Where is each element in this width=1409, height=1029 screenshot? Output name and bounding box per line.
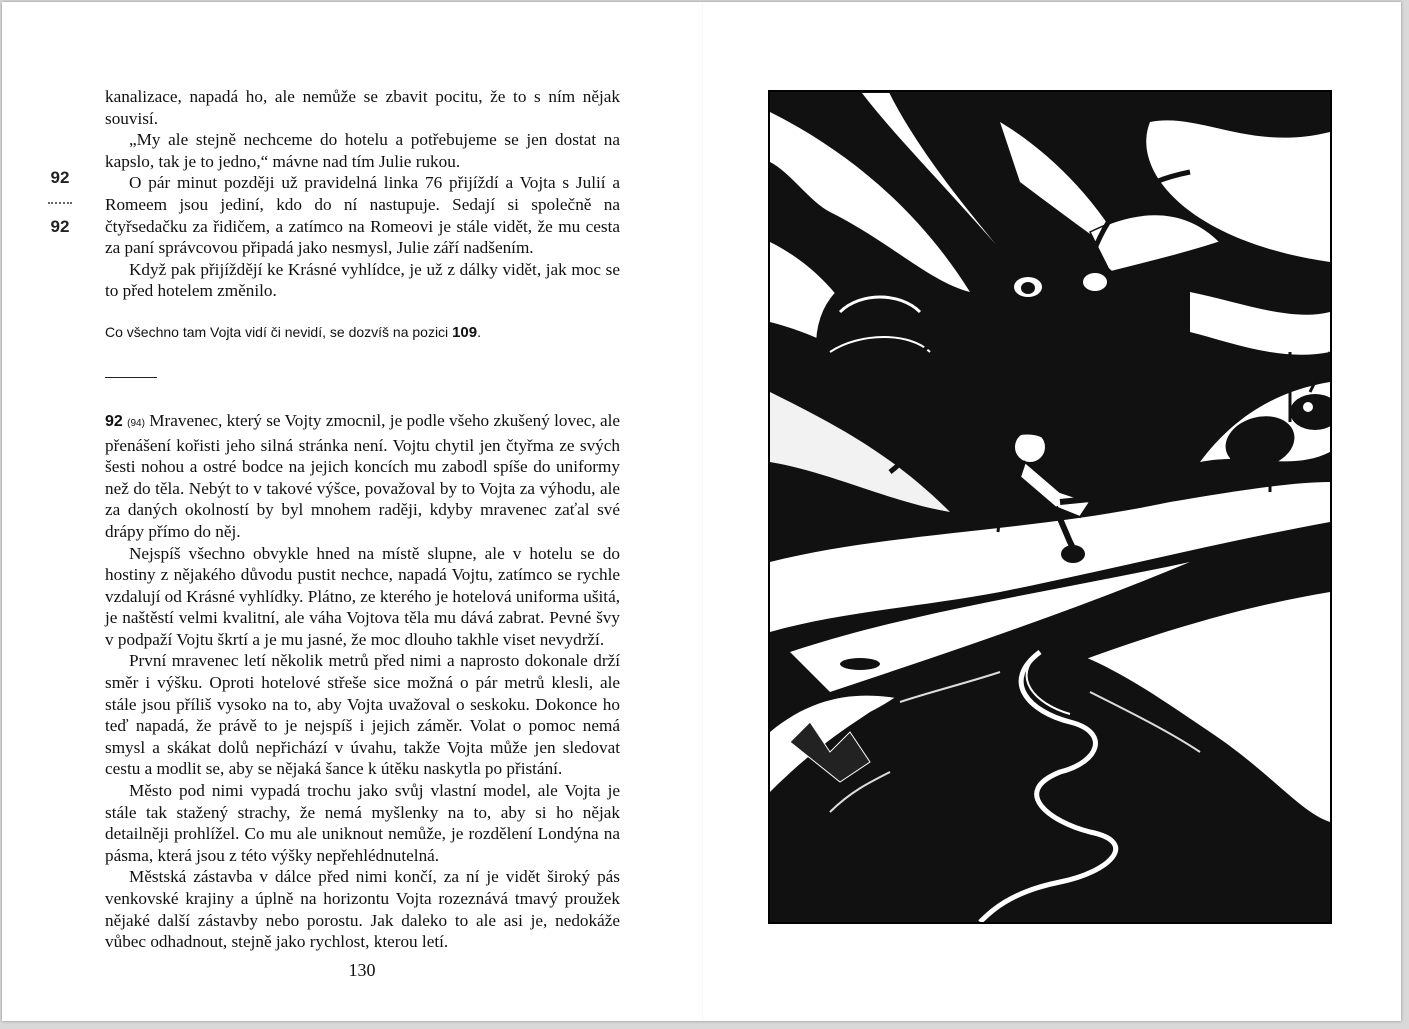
section-reference: (94): [127, 417, 145, 429]
paragraph-continuation: kanalizace, napadá ho, ale nemůže se zbavit pocitu, že to s ním nějak souvisí.: [105, 87, 620, 128]
choice-instruction: [105, 322, 620, 343]
choice-text: Co všechno tam Vojta vidí či nevidí, se dozvíš na pozici: [105, 323, 449, 340]
illustration-drawing: [770, 92, 1330, 922]
margin-dotted-separator: [48, 202, 72, 204]
paragraph: Městská zástavba v dálce před nimi končí, za ní je vidět široký pás venkovské krajiny a úplně na horizontu Vojta rozeznává tmavý proužek nějaké další zástavby nebo porostu. Jak daleko to ale asi je, nedokáže vůbec odhadnout, stejně jako rychlost, kterou letí.: [105, 867, 620, 952]
section-number: 92: [105, 412, 123, 430]
paragraph: Nejspíš všechno obvykle hned na místě slupne, ale v hotelu se do hostiny z nějakého důvodu pustit nechce, napadá Vojtu, zatímco se rychle vzdalují od Krásné vyhlídky. Plátno, ze kterého je hotelová uniforma ušitá, je naštěstí velmi kvalitní, ale váha Vojtova těla mu dává zabrat. Pevné švy v podpaží Vojtu škrtí a je mu jasné, že moc dlouho takhle viset nevydrží.: [105, 543, 620, 649]
margin-section-number-bottom: 92: [50, 217, 70, 236]
page-number: 130: [348, 960, 376, 980]
choice-target-link[interactable]: 109: [452, 323, 478, 341]
book-spread: [2, 2, 1401, 1021]
paragraph: O pár minut později už pravidelná linka 76 přijíždí a Vojta s Julií a Romeem jsou jediní, kdo do ní nastupuje. Sedají si společně na čtyřsedačku za řidičem, a zatímco na Romeovi je stále vidět, že mu cesta za paní správcovou připadá jako nesmysl, Julie září nadšením.: [105, 173, 620, 258]
paragraph: Město pod nimi vypadá trochu jako svůj vlastní model, ale Vojta je stále tak stažený strachy, že nemá myšlenky na to, aby si ho nějak detailněji prohlížel. Co mu ale uniknout nemůže, je rozdělení Londýna na pásma, která jsou z této výšky nepřehlédnutelná.: [105, 781, 620, 865]
section-divider-rule: [105, 377, 157, 378]
section-first-paragraph: [105, 410, 620, 543]
section-paragraph-text: Mravenec, který se Vojty zmocnil, je podle všeho zkušený lovec, ale přenášení kořisti jeho silná stránka není. Vojtu chytil jen čtyřma ze svých šesti nohou a ostré bodce na jejich koncích mu zabodl spíše do uniformy než do těla. Nebýt to v takové výšce, považoval by to Vojta za výhodu, ale za daných okolností by byl mnohem raději, kdyby mravenec zaťal své drápy přímo do něj.: [105, 410, 620, 541]
text-column: [105, 86, 620, 953]
book-gutter: [702, 2, 703, 1021]
ink-illustration-flying-ants: [768, 90, 1332, 924]
left-page: [2, 2, 702, 1021]
margin-section-number-top: 92: [50, 168, 70, 187]
paragraph: „My ale stejně nechceme do hotelu a potřebujeme se jen dostat na kapslo, tak je to jedno,“ mávne nad tím Julie rukou.: [105, 130, 620, 171]
paragraph: První mravenec letí několik metrů před nimi a naprosto dokonale drží směr i výšku. Oproti hotelové střeše sice možná o pár metrů klesli, ale stále jsou příliš vysoko na to, aby Vojta uvažoval o seskoku. Dokonce ho teď napadá, že právě to je nejspíš i jejich záměr. Volat o pomoc nemá smysl a skákat dolů nepřichází v úvahu, takže Vojta může jen sledovat cestu a modlit se, aby se nějaká šance k útěku naskytla po přistání.: [105, 651, 620, 779]
choice-end: .: [477, 323, 481, 340]
paragraph: Když pak přijíždějí ke Krásné vyhlídce, je už z dálky vidět, jak moc se to před hotelem změnilo.: [105, 259, 620, 301]
